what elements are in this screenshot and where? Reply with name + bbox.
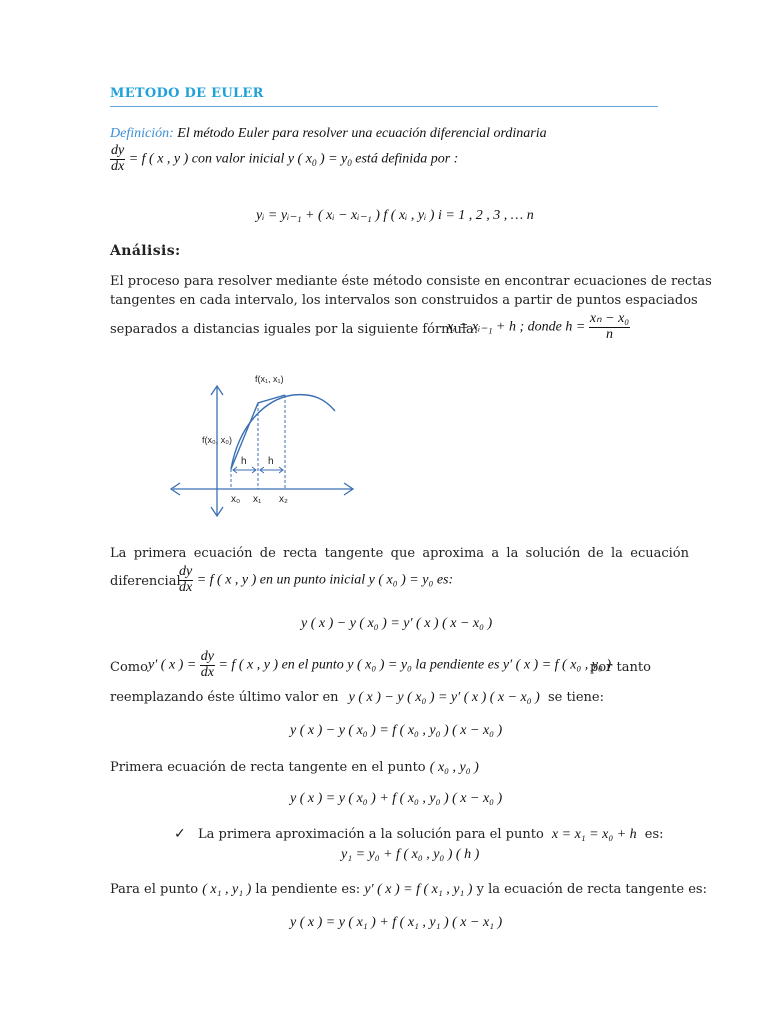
paragraph-2-line-2-label: diferencial [110, 574, 181, 589]
paragraph-1-line-1: El proceso para resolver mediante éste método consiste en encontrar ecuaciones de rectas [110, 274, 712, 289]
analysis-heading: Análisis: [110, 243, 181, 259]
definition-line [110, 126, 547, 142]
paragraph-3-formula: y′ ( x ) = $\frac{dy}{dx}$ = f ( x , y ) en el punto y ( x₀ ) = y₀ la pendiente es y′ ( x ) = f ( x₀ , y₀ ) [148, 649, 612, 680]
bullet-line: La primera aproximación a la solución para el punto x = x₁ = x₀ + h es: [198, 827, 664, 842]
paragraph-2-line-2-formula: $\frac{dy}{dx}$ = f ( x , y ) en un punto inicial y ( x₀ ) = y₀ es: [179, 564, 454, 595]
section-title: METODO DE EULER [110, 86, 264, 101]
euler-formula: yᵢ = yᵢ₋₁ + ( xᵢ − xᵢ₋₁ ) f ( xᵢ , yᵢ ) i = 1 , 2 , 3 , … n [256, 208, 534, 223]
label-f-x1: f(x₁, x₁) [255, 374, 284, 384]
paragraph-3-como: Como [110, 660, 148, 675]
label-x2: x₂ [279, 494, 288, 505]
definition-label: Definición: [110, 126, 174, 141]
equation-2: y ( x ) − y ( x₀ ) = f ( x₀ , y₀ ) ( x − x₀ ) [290, 723, 503, 738]
bullet-equation: y₁ = y₀ + f ( x₀ , y₀ ) ( h ) [341, 847, 480, 862]
label-h-2: h [268, 456, 274, 467]
h-fraction: $\frac{\text{xₙ − x₀}}{n}$ [589, 311, 630, 342]
equation-4: y ( x ) = y ( x₁ ) + f ( x₁ , y₁ ) ( x − x₁ ) [290, 915, 503, 930]
label-x1: x₁ [253, 494, 262, 505]
equation-3: y ( x ) = y ( x₀ ) + f ( x₀ , y₀ ) ( x − x₀ ) [290, 791, 503, 806]
step-formula: xᵢ = xᵢ₋₁ + h ; donde h = $\frac{\text{xₙ − x₀}}{n}$ [447, 311, 630, 342]
label-x0: x₀ [231, 494, 241, 505]
paragraph-1-line-2: tangentes en cada intervalo, los intervalos son construidos a partir de puntos espaciados [110, 293, 698, 308]
title-underline [110, 106, 658, 107]
paragraph-4: Primera ecuación de recta tangente en el punto ( x₀ , y₀ ) [110, 760, 479, 775]
paragraph-2-line-1: La primera ecuación de recta tangente que aproxima a la solución de la ecuación [110, 546, 689, 561]
equation-1: y ( x ) − y ( x₀ ) = y′ ( x ) ( x − x₀ ) [301, 616, 493, 631]
check-icon: ✓ [174, 826, 186, 842]
label-f-x0: f(x₀, x₀) [202, 435, 232, 445]
paragraph-3-por-tanto: por tanto [590, 660, 651, 675]
euler-diagram [165, 365, 365, 520]
paragraph-5: Para el punto ( x₁ , y₁ ) la pendiente es: y′ ( x ) = f ( x₁ , y₁ ) y la ecuación de recta tangente es: [110, 882, 707, 897]
definition-equation: $\frac{dy}{dx}$ = f ( x , y ) con valor inicial y ( $x_0$ ) = $y_0$ está definida por : [111, 143, 459, 174]
paragraph-3-line-2: reemplazando éste último valor en y ( x ) − y ( x₀ ) = y′ ( x ) ( x − x₀ ) se tiene: [110, 690, 604, 705]
dy-dx-fraction: $\frac{dy}{dx}$ [111, 143, 125, 174]
tangent-segments [231, 395, 285, 469]
paragraph-1-line-3: separados a distancias iguales por la siguiente fórmula: [110, 322, 479, 337]
definition-text: El método Euler para resolver una ecuación diferencial ordinaria [177, 126, 547, 141]
label-h-1: h [241, 456, 247, 467]
